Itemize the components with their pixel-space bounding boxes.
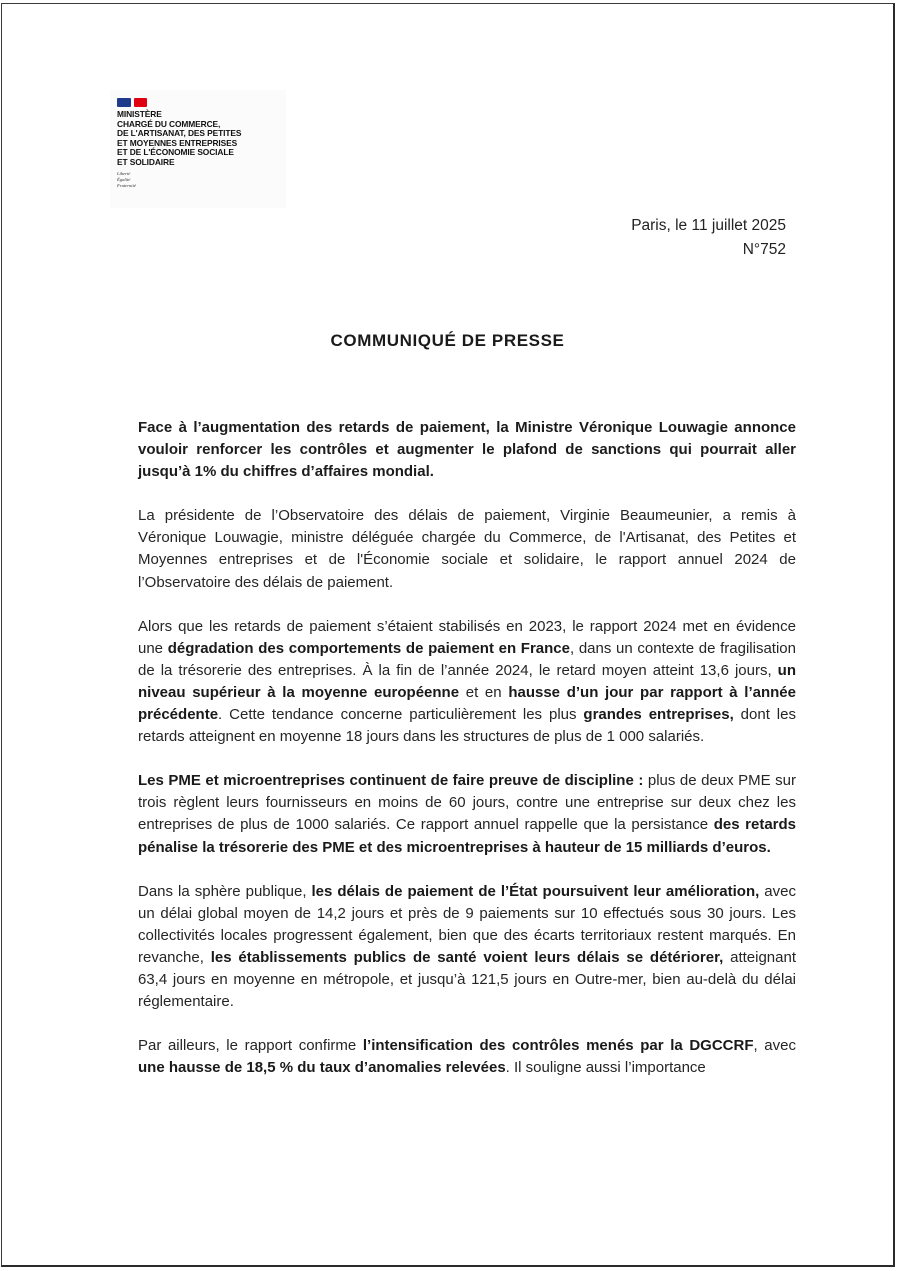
ministry-line: ET SOLIDAIRE bbox=[117, 156, 175, 167]
ministry-line: MINISTÈRE bbox=[117, 109, 162, 119]
press-release-body bbox=[138, 417, 796, 1101]
dateline bbox=[631, 214, 786, 262]
ministry-logo bbox=[110, 90, 286, 208]
bold-segment: un niveau supérieur à la moyenne européenne bbox=[138, 661, 796, 701]
text-segment: Alors que les retards de paiement s’étaient stabilisés en 2023, le rapport 2024 met en évidence une bbox=[138, 617, 796, 657]
motto-line: Égalité bbox=[117, 176, 131, 182]
republic-motto bbox=[117, 171, 286, 189]
text-segment: La présidente de l’Observatoire des délais de paiement, Virginie Beaumeunier, a remis à Véronique Louwagie, ministre déléguée chargée du Commerce, de l'Artisanat, des Petites et Moyennes entreprises et de l'Économie sociale et solidaire, le rapport annuel 2024 de l’Observatoire des délais de paiement. bbox=[138, 507, 796, 591]
bold-segment: les délais de paiement de l’État poursuivent leur amélioration, bbox=[311, 882, 760, 900]
paragraph-sphere-publique bbox=[138, 881, 796, 1014]
bold-segment: une hausse de 18,5 % du taux d’anomalies relevées bbox=[138, 1059, 506, 1077]
text-segment: atteignant 63,4 jours en moyenne en métropole, et jusqu’à 121,5 jours en Outre-mer, bien au-delà du délai réglementaire. bbox=[138, 948, 797, 1011]
bold-segment: des retards pénalise la trésorerie des PME et des microentreprises à hauteur de 15 milliards d’euros. bbox=[138, 816, 796, 856]
bold-segment: hausse d’un jour par rapport à l’année précédente bbox=[138, 683, 796, 724]
ministry-name bbox=[117, 110, 286, 168]
text-segment: et en bbox=[459, 683, 509, 701]
motto-line: Fraternité bbox=[117, 182, 136, 188]
ministry-line: DE L'ARTISANAT, DES PETITES bbox=[117, 128, 242, 139]
ministry-line: ET DE L'ÉCONOMIE SOCIALE bbox=[117, 147, 234, 158]
text-segment: , avec bbox=[753, 1037, 796, 1055]
text-segment: dont les retards atteignent en moyenne 18 jours dans les structures de plus de 1 000 salariés. bbox=[138, 706, 796, 746]
text-segment: Par ailleurs, le rapport confirme bbox=[138, 1037, 363, 1055]
ministry-line: CHARGÉ DU COMMERCE, bbox=[117, 118, 221, 129]
bold-segment: les établissements publics de santé voient leurs délais se détériorer, bbox=[210, 948, 724, 966]
bold-segment: Les PME et microentreprises continuent de faire preuve de discipline : bbox=[138, 772, 644, 790]
bold-segment: grandes entreprises, bbox=[583, 706, 734, 724]
flag-red-block bbox=[134, 98, 147, 107]
document-page bbox=[1, 3, 895, 1267]
text-segment: Dans la sphère publique, bbox=[138, 882, 312, 900]
lead-paragraph: Face à l’augmentation des retards de paiement, la Ministre Véronique Louwagie annonce vouloir renforcer les contrôles et augmenter le plafond de sanctions qui pourrait aller jusqu’à 1% du chiffres d’affaires mondial. bbox=[138, 419, 796, 481]
text-segment: avec un délai global moyen de 14,2 jours et près de 9 paiements sur 10 effectués sous 30 jours. Les collectivités locales progressent également, bien que des écarts territoriaux restent marqués. En revanche, bbox=[138, 882, 796, 966]
place-date: Paris, le 11 juillet 2025 bbox=[631, 217, 786, 234]
text-segment: , dans un contexte de fragilisation de la trésorerie des entreprises. À la fin de l’année 2024, le retard moyen atteint 13,6 jours, bbox=[138, 639, 796, 679]
text-segment: . Cette tendance concerne particulièrement les plus bbox=[218, 706, 584, 724]
ministry-line: ET MOYENNES ENTREPRISES bbox=[117, 137, 238, 148]
motto-line: Liberté bbox=[117, 170, 131, 176]
paragraph-dgccrf bbox=[138, 1035, 796, 1079]
paragraph-degradation bbox=[138, 616, 796, 749]
paragraph-observatoire bbox=[138, 505, 796, 593]
page-title: COMMUNIQUÉ DE PRESSE bbox=[330, 331, 565, 350]
bold-segment: l’intensification des contrôles menés par la DGCCRF bbox=[362, 1037, 754, 1055]
text-segment: . Il souligne aussi l’importance bbox=[505, 1059, 706, 1077]
paragraph-pme bbox=[138, 770, 796, 858]
flag-blue-block bbox=[117, 98, 131, 107]
text-segment: plus de deux PME sur trois règlent leurs fournisseurs en moins de 60 jours, contre une entreprise sur deux chez les entreprises de plus de 1000 salariés. Ce rapport annuel rappelle que la persistance bbox=[138, 772, 796, 834]
release-number: N°752 bbox=[742, 241, 786, 258]
french-flag-icon bbox=[117, 98, 286, 107]
bold-segment: dégradation des comportements de paiement en France bbox=[167, 639, 570, 657]
